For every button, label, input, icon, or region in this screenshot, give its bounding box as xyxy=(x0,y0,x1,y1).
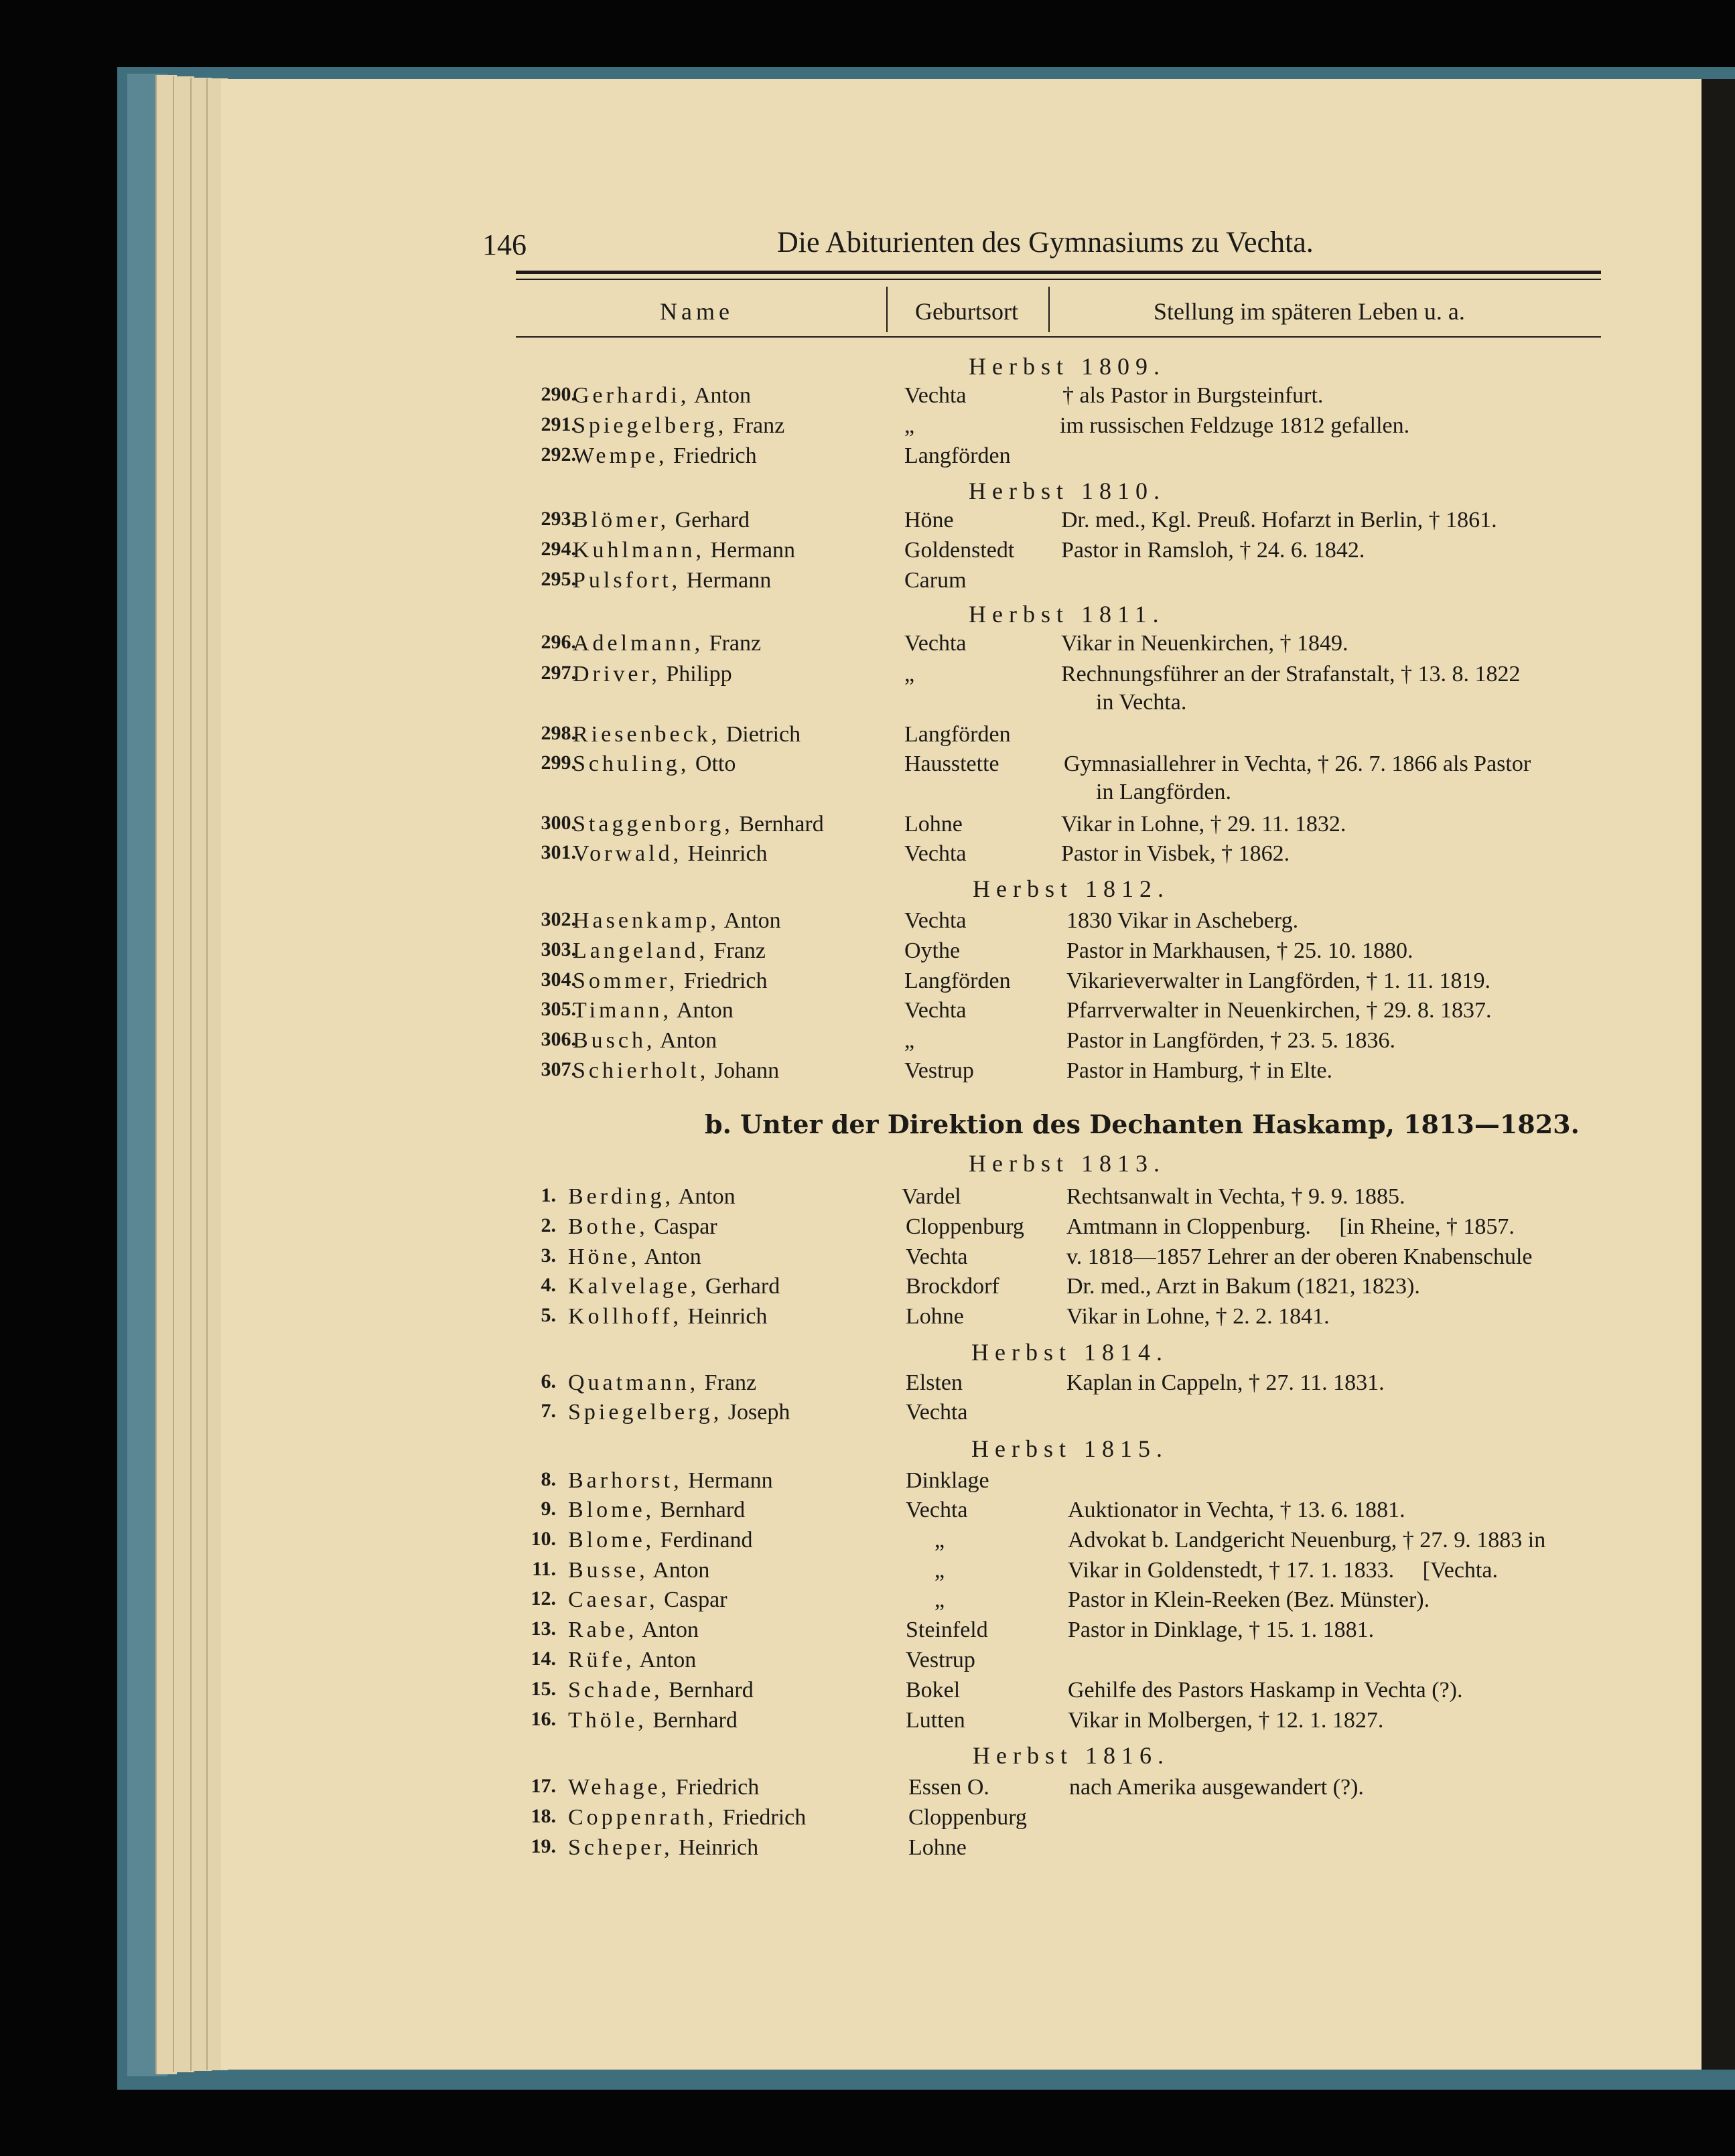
header-rule-thin xyxy=(516,279,1601,280)
table-row xyxy=(516,1058,1614,1088)
entry-name: Schuling, Otto xyxy=(573,751,736,776)
entry-position: Advokat b. Landgericht Neuenburg, † 27. 9. 1883 in xyxy=(1068,1528,1546,1553)
entry-number: 6. xyxy=(541,1370,556,1392)
table-row xyxy=(516,568,1614,597)
table-row xyxy=(516,812,1614,841)
entry-position: Vikar in Neuenkirchen, † 1849. xyxy=(1061,631,1348,656)
entry-name: Busse, Anton xyxy=(568,1558,710,1583)
entry-number: 306. xyxy=(541,1028,576,1050)
entry-birthplace: Vechta xyxy=(906,1400,968,1425)
entry-position: Dr. med., Arzt in Bakum (1821, 1823). xyxy=(1066,1274,1420,1299)
table-row xyxy=(516,1528,1614,1557)
table-row xyxy=(516,1678,1614,1707)
entry-number: 3. xyxy=(541,1244,556,1267)
entry-number: 294. xyxy=(541,538,576,560)
entry-birthplace: Lutten xyxy=(906,1708,965,1733)
entry-name: Pulsfort, Hermann xyxy=(573,568,772,593)
entry-position: Vikar in Lohne, † 29. 11. 1832. xyxy=(1061,812,1346,837)
table-row xyxy=(516,538,1614,567)
entry-birthplace: Vechta xyxy=(904,908,967,933)
entry-name: Wempe, Friedrich xyxy=(573,443,757,468)
entry-position: Vikar in Molbergen, † 12. 1. 1827. xyxy=(1068,1708,1384,1733)
entry-birthplace: Lohne xyxy=(904,812,963,837)
entry-number: 13. xyxy=(531,1618,556,1640)
entry-birthplace: Lohne xyxy=(908,1835,967,1860)
entry-position-continued: in Vechta. xyxy=(1096,690,1187,715)
entry-name: Blömer, Gerhard xyxy=(573,508,750,532)
entry-birthplace: Goldenstedt xyxy=(904,538,1015,563)
entry-name: Bothe, Caspar xyxy=(568,1214,717,1239)
entry-name: Rüfe, Anton xyxy=(568,1648,697,1672)
table-row xyxy=(516,662,1614,691)
season-heading: Herbst 1809. xyxy=(969,353,1166,380)
entry-name: Vorwald, Heinrich xyxy=(573,841,768,866)
table-row xyxy=(516,1468,1614,1498)
entry-position: Gymnasiallehrer in Vechta, † 26. 7. 1866 als Pastor xyxy=(1064,751,1531,776)
entry-name: Spiegelberg, Franz xyxy=(573,413,785,438)
entry-number: 291. xyxy=(541,413,576,435)
table-row xyxy=(516,1244,1614,1274)
entry-number: 300. xyxy=(541,812,576,834)
entry-position: Vikar in Goldenstedt, † 17. 1. 1833. [Vechta. xyxy=(1068,1558,1498,1583)
entry-position: Pastor in Klein-Reeken (Bez. Münster). xyxy=(1068,1587,1430,1612)
table-row xyxy=(516,1587,1614,1617)
entry-birthplace: Steinfeld xyxy=(906,1618,988,1642)
entry-birthplace: Langförden xyxy=(904,722,1011,747)
entry-birthplace: Hausstette xyxy=(904,751,999,776)
entry-name: Gerhardi, Anton xyxy=(573,383,751,408)
entry-name: Höne, Anton xyxy=(568,1244,701,1269)
table-row xyxy=(516,1184,1614,1214)
entry-birthplace: Vestrup xyxy=(904,1058,974,1083)
table-row xyxy=(516,751,1614,781)
entry-position: Pastor in Markhausen, † 25. 10. 1880. xyxy=(1066,938,1413,963)
entry-position: Rechnungsführer an der Strafanstalt, † 13. 8. 1822 xyxy=(1061,662,1521,687)
entry-name: Quatmann, Franz xyxy=(568,1370,757,1395)
entry-birthplace: Bokel xyxy=(906,1678,961,1703)
running-title: Die Abiturienten des Gymnasiums zu Vechta. xyxy=(777,226,1314,259)
season-heading: Herbst 1815. xyxy=(971,1435,1168,1462)
entry-position: Pastor in Visbek, † 1862. xyxy=(1061,841,1290,866)
entry-birthplace: Vechta xyxy=(906,1498,968,1522)
table-row xyxy=(516,1775,1614,1804)
entry-number: 1. xyxy=(541,1184,556,1206)
entry-number: 292. xyxy=(541,443,576,465)
entry-birthplace: „ xyxy=(934,1528,945,1553)
entry-position: Kaplan in Cappeln, † 27. 11. 1831. xyxy=(1066,1370,1385,1395)
column-header-place: Geburtsort xyxy=(915,298,1018,325)
table-row xyxy=(516,1648,1614,1677)
entry-number: 297. xyxy=(541,662,576,684)
entry-birthplace: Vechta xyxy=(904,998,967,1023)
entry-birthplace: Langförden xyxy=(904,968,1011,993)
table-row xyxy=(516,1304,1614,1334)
table-row xyxy=(516,1400,1614,1429)
entry-name: Rabe, Anton xyxy=(568,1618,699,1642)
entry-birthplace: Höne xyxy=(904,508,954,532)
entry-position: Pastor in Dinklage, † 15. 1. 1881. xyxy=(1068,1618,1375,1642)
entry-name: Blome, Ferdinand xyxy=(568,1528,753,1553)
entry-number: 305. xyxy=(541,998,576,1020)
entry-position: Dr. med., Kgl. Preuß. Hofarzt in Berlin, † 1861. xyxy=(1061,508,1497,532)
entry-position: Pastor in Hamburg, † in Elte. xyxy=(1066,1058,1332,1083)
entry-name: Riesenbeck, Dietrich xyxy=(573,722,801,747)
entry-position: im russischen Feldzuge 1812 gefallen. xyxy=(1060,413,1410,438)
entry-birthplace: „ xyxy=(904,1028,915,1053)
page-gutter xyxy=(1702,79,1735,2070)
entry-name: Langeland, Franz xyxy=(573,938,766,963)
entry-position: Pastor in Ramsloh, † 24. 6. 1842. xyxy=(1061,538,1365,563)
entry-name: Driver, Philipp xyxy=(573,662,732,687)
table-row xyxy=(516,841,1614,871)
entry-birthplace: Vardel xyxy=(902,1184,961,1209)
entry-name: Barhorst, Hermann xyxy=(568,1468,773,1493)
entry-number: 16. xyxy=(531,1708,556,1730)
entry-name: Busch, Anton xyxy=(573,1028,717,1053)
season-heading: Herbst 1810. xyxy=(969,478,1166,504)
entry-position: v. 1818—1857 Lehrer an der oberen Knabenschule xyxy=(1066,1244,1533,1269)
entry-number: 2. xyxy=(541,1214,556,1236)
entry-position: 1830 Vikar in Ascheberg. xyxy=(1066,908,1299,933)
entry-name: Staggenborg, Bernhard xyxy=(573,812,824,837)
column-header-name: Name xyxy=(660,298,734,325)
entry-birthplace: Cloppenburg xyxy=(906,1214,1024,1239)
header-rule-thick xyxy=(516,271,1601,274)
entry-birthplace: Cloppenburg xyxy=(908,1805,1027,1830)
entry-birthplace: Vechta xyxy=(906,1244,968,1269)
section-title: b. Unter der Direktion des Dechanten Haskamp, 1813—1823. xyxy=(705,1109,1580,1139)
table-row xyxy=(516,1028,1614,1058)
column-header-rule xyxy=(516,336,1601,338)
column-divider xyxy=(1048,287,1050,332)
entry-number: 303. xyxy=(541,938,576,960)
entry-number: 18. xyxy=(531,1805,556,1827)
page-number: 146 xyxy=(482,228,527,261)
season-heading: Herbst 1811. xyxy=(969,601,1165,628)
entry-number: 11. xyxy=(532,1558,556,1580)
entry-name: Blome, Bernhard xyxy=(568,1498,746,1522)
table-row xyxy=(516,1708,1614,1737)
entry-number: 304. xyxy=(541,968,576,991)
entry-number: 299. xyxy=(541,751,576,774)
entry-name: Timann, Anton xyxy=(573,998,734,1023)
entry-name: Schierholt, Johann xyxy=(573,1058,780,1083)
entry-number: 290. xyxy=(541,383,576,405)
entry-number: 296. xyxy=(541,631,576,653)
entry-name: Coppenrath, Friedrich xyxy=(568,1805,807,1830)
table-row xyxy=(516,908,1614,938)
entry-birthplace: Elsten xyxy=(906,1370,963,1395)
entry-name: Wehage, Friedrich xyxy=(568,1775,760,1800)
entry-position: Rechtsanwalt in Vechta, † 9. 9. 1885. xyxy=(1066,1184,1405,1209)
entry-number: 19. xyxy=(531,1835,556,1857)
season-heading: Herbst 1813. xyxy=(969,1150,1166,1177)
entry-position: Gehilfe des Pastors Haskamp in Vechta (?). xyxy=(1068,1678,1463,1703)
entry-number: 8. xyxy=(541,1468,556,1490)
entry-number: 301. xyxy=(541,841,576,863)
entry-position-continued: in Langförden. xyxy=(1096,780,1232,804)
entry-name: Kuhlmann, Hermann xyxy=(573,538,796,563)
entry-number: 5. xyxy=(541,1304,556,1326)
entry-position: Amtmann in Cloppenburg. [in Rheine, † 1857. xyxy=(1066,1214,1515,1239)
entry-birthplace: „ xyxy=(904,413,915,438)
table-row xyxy=(516,938,1614,968)
table-row xyxy=(516,722,1614,751)
column-divider xyxy=(886,287,888,332)
entry-birthplace: Vechta xyxy=(904,631,967,656)
entry-birthplace: „ xyxy=(904,662,915,687)
entry-position: Auktionator in Vechta, † 13. 6. 1881. xyxy=(1068,1498,1405,1522)
table-row xyxy=(516,631,1614,660)
entry-number: 295. xyxy=(541,568,576,590)
entry-number: 302. xyxy=(541,908,576,930)
entry-name: Schade, Bernhard xyxy=(568,1678,754,1703)
entry-number: 15. xyxy=(531,1678,556,1700)
table-row xyxy=(516,1274,1614,1303)
entry-name: Spiegelberg, Joseph xyxy=(568,1400,790,1425)
entry-number: 298. xyxy=(541,722,576,744)
entry-birthplace: Dinklage xyxy=(906,1468,989,1493)
entry-position: Vikarieverwalter in Langförden, † 1. 11. 1819. xyxy=(1066,968,1491,993)
entry-position: nach Amerika ausgewandert (?). xyxy=(1069,1775,1364,1800)
entry-name: Sommer, Friedrich xyxy=(573,968,768,993)
entry-number: 17. xyxy=(531,1775,556,1797)
entry-birthplace: Carum xyxy=(904,568,967,593)
entry-number: 9. xyxy=(541,1498,556,1520)
entry-number: 307. xyxy=(541,1058,576,1080)
entry-birthplace: Vechta xyxy=(904,841,967,866)
season-heading: Herbst 1812. xyxy=(973,875,1170,902)
entry-name: Berding, Anton xyxy=(568,1184,736,1209)
entry-number: 4. xyxy=(541,1274,556,1296)
column-header-position: Stellung im späteren Leben u. a. xyxy=(1154,298,1465,325)
entry-position: Pastor in Langförden, † 23. 5. 1836. xyxy=(1066,1028,1396,1053)
table-row xyxy=(516,443,1614,473)
entry-birthplace: Vechta xyxy=(904,383,967,408)
entry-position: Vikar in Lohne, † 2. 2. 1841. xyxy=(1066,1304,1330,1329)
table-row xyxy=(516,1835,1614,1865)
entry-position: † als Pastor in Burgsteinfurt. xyxy=(1062,383,1324,408)
entry-number: 14. xyxy=(531,1648,556,1670)
entry-birthplace: „ xyxy=(934,1587,945,1612)
season-heading: Herbst 1816. xyxy=(973,1742,1170,1769)
entry-birthplace: Essen O. xyxy=(908,1775,989,1800)
entry-name: Thöle, Bernhard xyxy=(568,1708,738,1733)
entry-name: Hasenkamp, Anton xyxy=(573,908,781,933)
entry-position: Pfarrverwalter in Neuenkirchen, † 29. 8. 1837. xyxy=(1066,998,1492,1023)
entry-name: Adelmann, Franz xyxy=(573,631,762,656)
entry-birthplace: Langförden xyxy=(904,443,1011,468)
entry-name: Kollhoff, Heinrich xyxy=(568,1304,768,1329)
entry-number: 7. xyxy=(541,1400,556,1422)
entry-number: 12. xyxy=(531,1587,556,1609)
table-row xyxy=(516,998,1614,1027)
table-row xyxy=(516,383,1614,413)
entry-number: 10. xyxy=(531,1528,556,1550)
table-row xyxy=(516,1498,1614,1527)
season-heading: Herbst 1814. xyxy=(971,1339,1168,1366)
entry-name: Kalvelage, Gerhard xyxy=(568,1274,780,1299)
entry-birthplace: Vestrup xyxy=(906,1648,975,1672)
table-row xyxy=(516,1214,1614,1244)
table-row xyxy=(516,413,1614,443)
table-row xyxy=(516,968,1614,998)
entry-name: Scheper, Heinrich xyxy=(568,1835,759,1860)
entry-name: Caesar, Caspar xyxy=(568,1587,727,1612)
table-row xyxy=(516,1618,1614,1647)
entry-number: 293. xyxy=(541,508,576,530)
entry-birthplace: „ xyxy=(934,1558,945,1583)
table-row xyxy=(516,1370,1614,1400)
entry-birthplace: Brockdorf xyxy=(906,1274,999,1299)
table-row xyxy=(516,1558,1614,1587)
table-row xyxy=(516,1805,1614,1835)
table-row xyxy=(516,508,1614,537)
entry-birthplace: Oythe xyxy=(904,938,961,963)
entry-birthplace: Lohne xyxy=(906,1304,964,1329)
